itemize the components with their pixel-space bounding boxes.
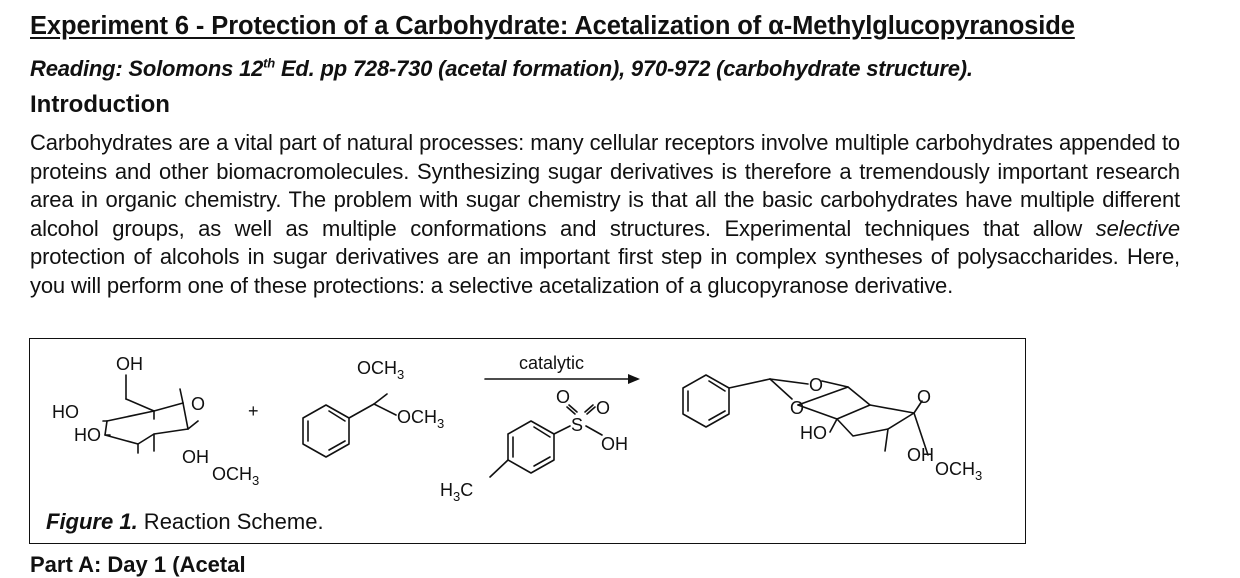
product-o-top: O — [809, 375, 824, 395]
benzaldehyde-dimethyl-acetal-structure — [303, 394, 396, 457]
arrowhead — [628, 374, 640, 384]
benzylidene-acetal-structure — [683, 375, 928, 455]
reactant1-ho-lower: HO — [74, 425, 101, 445]
intro-text-after: protection of alcohols in sugar derivatives are an important first step in complex syntheses of polysaccharides. Here, you will perform one of these protections: a selective acetalization of a glucopyranose derivative. — [30, 244, 1180, 298]
reactant1-oh-bottom: OH — [182, 447, 209, 467]
product-o-left: O — [790, 398, 805, 418]
introduction-heading: Introduction — [30, 91, 170, 118]
reactant2-och3-top: $OCH_3$ — [357, 358, 405, 382]
catalyst-h3c: $H_3C$ — [440, 480, 474, 504]
product-oh: OH — [907, 445, 934, 465]
reactant1-ring-o: O — [191, 394, 206, 414]
introduction-paragraph — [30, 129, 1180, 301]
reading-suffix: Ed. pp 728-730 (acetal formation), 970-972 (carbohydrate structure). — [275, 56, 973, 81]
catalyst-o-left: O — [556, 387, 571, 407]
reactant1-ho-upper: HO — [52, 402, 79, 422]
figure-caption-text: Reaction Scheme. — [137, 509, 324, 534]
product-o-ring: O — [917, 387, 932, 407]
catalyst-o-right: O — [596, 398, 611, 418]
figure-caption-label: Figure 1. — [46, 509, 138, 534]
reading-assignment — [30, 56, 973, 82]
glucopyranoside-structure — [103, 375, 198, 453]
figure-1-box — [29, 338, 1026, 544]
reading-superscript: th — [263, 55, 276, 71]
reactant2-och3-right: $OCH_3$ — [397, 407, 445, 431]
page-title: Experiment 6 - Protection of a Carbohydrate: Acetalization of α-Methylglucopyranoside — [30, 12, 1075, 40]
intro-emphasis: selective — [1095, 215, 1180, 241]
reactant1-oh-top: OH — [116, 354, 143, 374]
reading-prefix: Reading: Solomons 12 — [30, 56, 264, 81]
next-section-heading: Part A: Day 1 (Acetal — [30, 552, 246, 577]
plus-sign: + — [248, 401, 259, 421]
catalyst-oh: OH — [601, 434, 628, 454]
catalyst-sulfur: S — [571, 415, 584, 435]
intro-text-before: Carbohydrates are a vital part of natural processes: many cellular receptors involve multiple carbohydrates appended to proteins and other biomacromolecules. Synthesizing sugar derivatives is therefore a tremendously important research area in organic chemistry. The problem with sugar chemistry is that all the basic carbohydrates have multiple different alcohol groups, as well as multiple conformations and structures. Experimental techniques that allow — [30, 130, 1180, 241]
figure-caption — [46, 509, 324, 535]
tosic-acid-structure — [490, 405, 602, 477]
product-och3: $OCH_3$ — [935, 459, 983, 483]
product-ho: HO — [800, 423, 827, 443]
reactant1-och3: $OCH_3$ — [212, 464, 260, 488]
arrow-label-catalytic: catalytic — [519, 353, 585, 373]
